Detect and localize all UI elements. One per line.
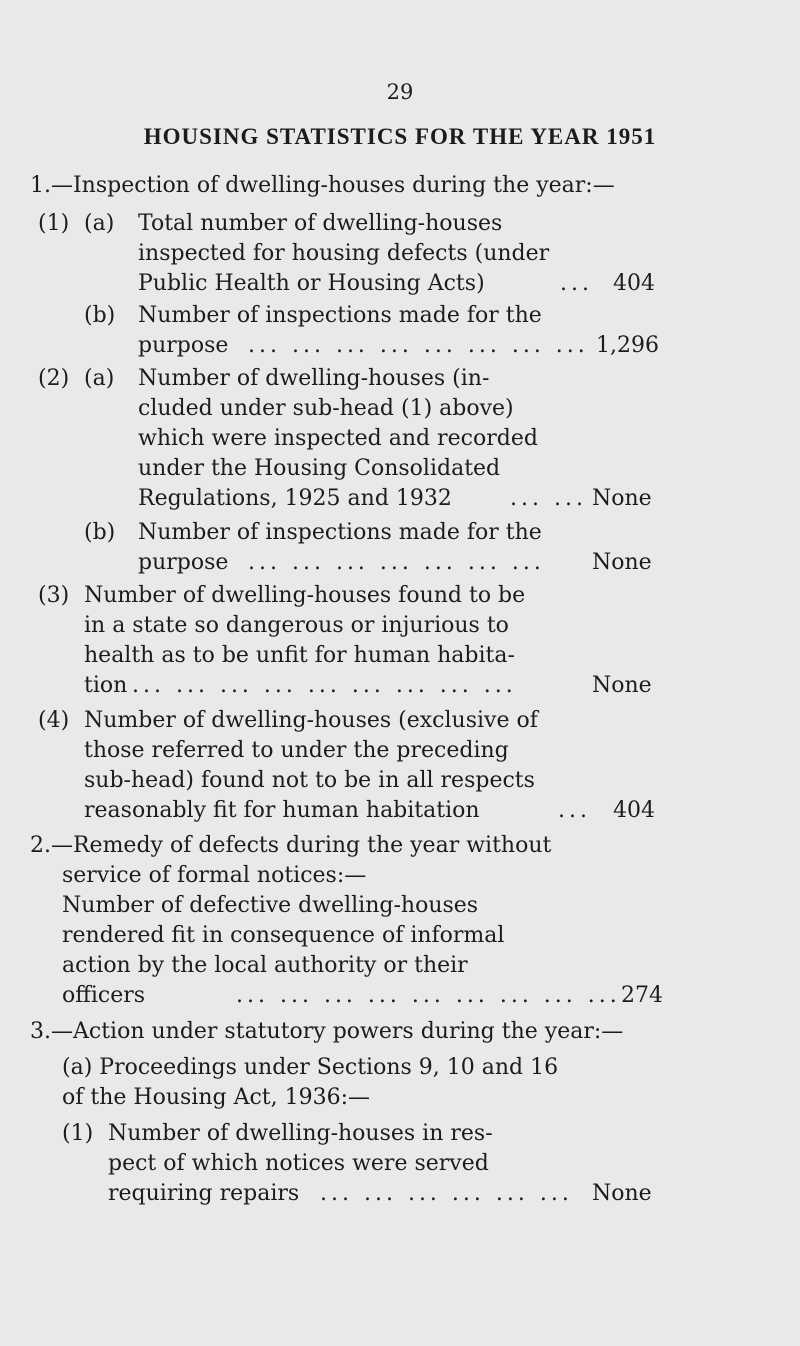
item-3-line: health as to be unfit for human habita- [84, 643, 515, 668]
section-3a-line: (a) Proceedings under Sections 9, 10 and 16 [62, 1055, 559, 1080]
item-1a-line: Public Health or Housing Acts) [138, 271, 485, 296]
item-1b-line: Number of inspections made for the [138, 303, 542, 328]
item-4-line: those referred to under the preceding [84, 738, 509, 763]
section-2-line: action by the local authority or their [62, 953, 468, 978]
item-2a-line: which were inspected and recorded [138, 426, 538, 451]
item-2a-letter: (a) [84, 366, 115, 391]
section-2-line: rendered fit in consequence of informal [62, 923, 505, 948]
item-2-number: (2) [38, 366, 70, 391]
item-1b-value: 1,296 [596, 333, 659, 358]
section-2-heading: 2.—Remedy of defects during the year without [30, 833, 552, 858]
section-3a1-value: None [592, 1181, 652, 1206]
item-2b-line: purpose [138, 550, 229, 575]
item-3-line: in a state so dangerous or injurious to [84, 613, 509, 638]
item-3-number: (3) [38, 583, 70, 608]
section-2-dots: ... ... ... ... ... ... ... ... ... [236, 983, 621, 1008]
item-2b-dots: ... ... ... ... ... ... ... [248, 550, 545, 575]
section-3a1-number: (1) [62, 1121, 94, 1146]
item-2b-letter: (b) [84, 520, 116, 545]
item-2a-line: Number of dwelling-houses (in- [138, 366, 490, 391]
item-1b-dots: ... ... ... ... ... ... ... ... [248, 333, 589, 358]
item-1a-letter: (a) [84, 211, 115, 236]
item-3-line: Number of dwelling-houses found to be [84, 583, 526, 608]
item-1b-letter: (b) [84, 303, 116, 328]
item-1-number: (1) [38, 211, 70, 236]
item-3-dots: ... ... ... ... ... ... ... ... ... [132, 673, 517, 698]
item-2a-line: cluded under sub-head (1) above) [138, 396, 514, 421]
item-4-number: (4) [38, 708, 70, 733]
page-title: HOUSING STATISTICS FOR THE YEAR 1951 [143, 124, 657, 149]
item-1a-line: Total number of dwelling-houses [138, 211, 503, 236]
section-1-heading: 1.—Inspection of dwelling-houses during the year:— [30, 173, 615, 198]
section-3a1-line: pect of which notices were served [108, 1151, 489, 1176]
section-3a1-line: Number of dwelling-houses in res- [108, 1121, 493, 1146]
item-2b-value: None [592, 550, 652, 575]
section-3a1-dots: ... ... ... ... ... ... [320, 1181, 573, 1206]
item-1a-value: 404 [613, 271, 655, 296]
item-1b-line: purpose [138, 333, 229, 358]
item-1a-line: inspected for housing defects (under [138, 241, 550, 266]
item-4-dots: ... [558, 798, 591, 823]
section-2-heading: service of formal notices:— [62, 863, 367, 888]
section-2-line: Number of defective dwelling-houses [62, 893, 479, 918]
page-number: 29 [386, 80, 414, 104]
item-4-line: reasonably fit for human habitation [84, 798, 480, 823]
item-3-value: None [592, 673, 652, 698]
item-2a-value: None [592, 486, 652, 511]
item-2a-line: under the Housing Consolidated [138, 456, 501, 481]
item-2a-dots: ... ... [510, 486, 587, 511]
section-2-line: officers [62, 983, 146, 1008]
item-4-line: sub-head) found not to be in all respects [84, 768, 535, 793]
section-3-heading: 3.—Action under statutory powers during the year:— [30, 1019, 624, 1044]
section-3a-line: of the Housing Act, 1936:— [62, 1085, 371, 1110]
item-4-value: 404 [613, 798, 655, 823]
section-2-value: 274 [621, 983, 663, 1008]
item-2a-line: Regulations, 1925 and 1932 [138, 486, 452, 511]
item-1a-dots: ... [560, 271, 593, 296]
item-4-line: Number of dwelling-houses (exclusive of [84, 708, 538, 733]
item-3-line: tion [84, 673, 128, 698]
item-2b-line: Number of inspections made for the [138, 520, 542, 545]
section-3a1-line: requiring repairs [108, 1181, 300, 1206]
